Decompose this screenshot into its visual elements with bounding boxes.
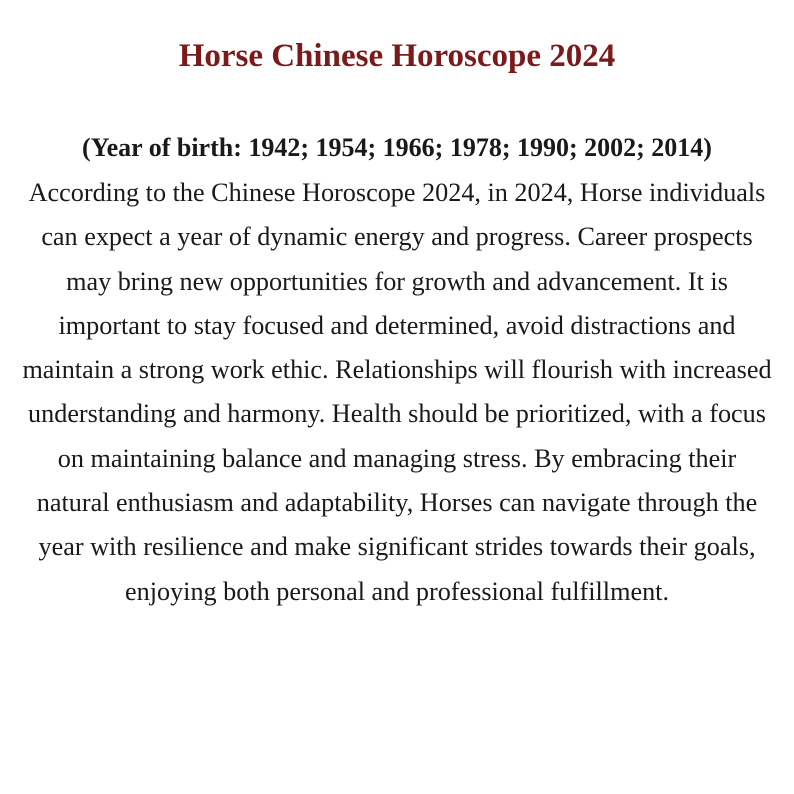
- horoscope-body-text: According to the Chinese Horoscope 2024, in 2024, Horse individuals can expect a year of dynamic energy and progress. Career prospects may bring new opportunities for growth and advancement. It is important to stay focused and determined, avoid distractions and maintain a strong work ethic. Relationships will flourish with increased understanding and harmony. Health should be prioritized, with a focus on maintaining balance and managing stress. By embracing their natural enthusiasm and adaptability, Horses can navigate through the year with resilience and make significant strides towards their goals, enjoying both personal and professional fulfillment.: [22, 178, 772, 606]
- page-title: Horse Chinese Horoscope 2024: [178, 38, 616, 74]
- birth-years-line: (Year of birth: 1942; 1954; 1966; 1978; 1990; 2002; 2014): [82, 133, 712, 162]
